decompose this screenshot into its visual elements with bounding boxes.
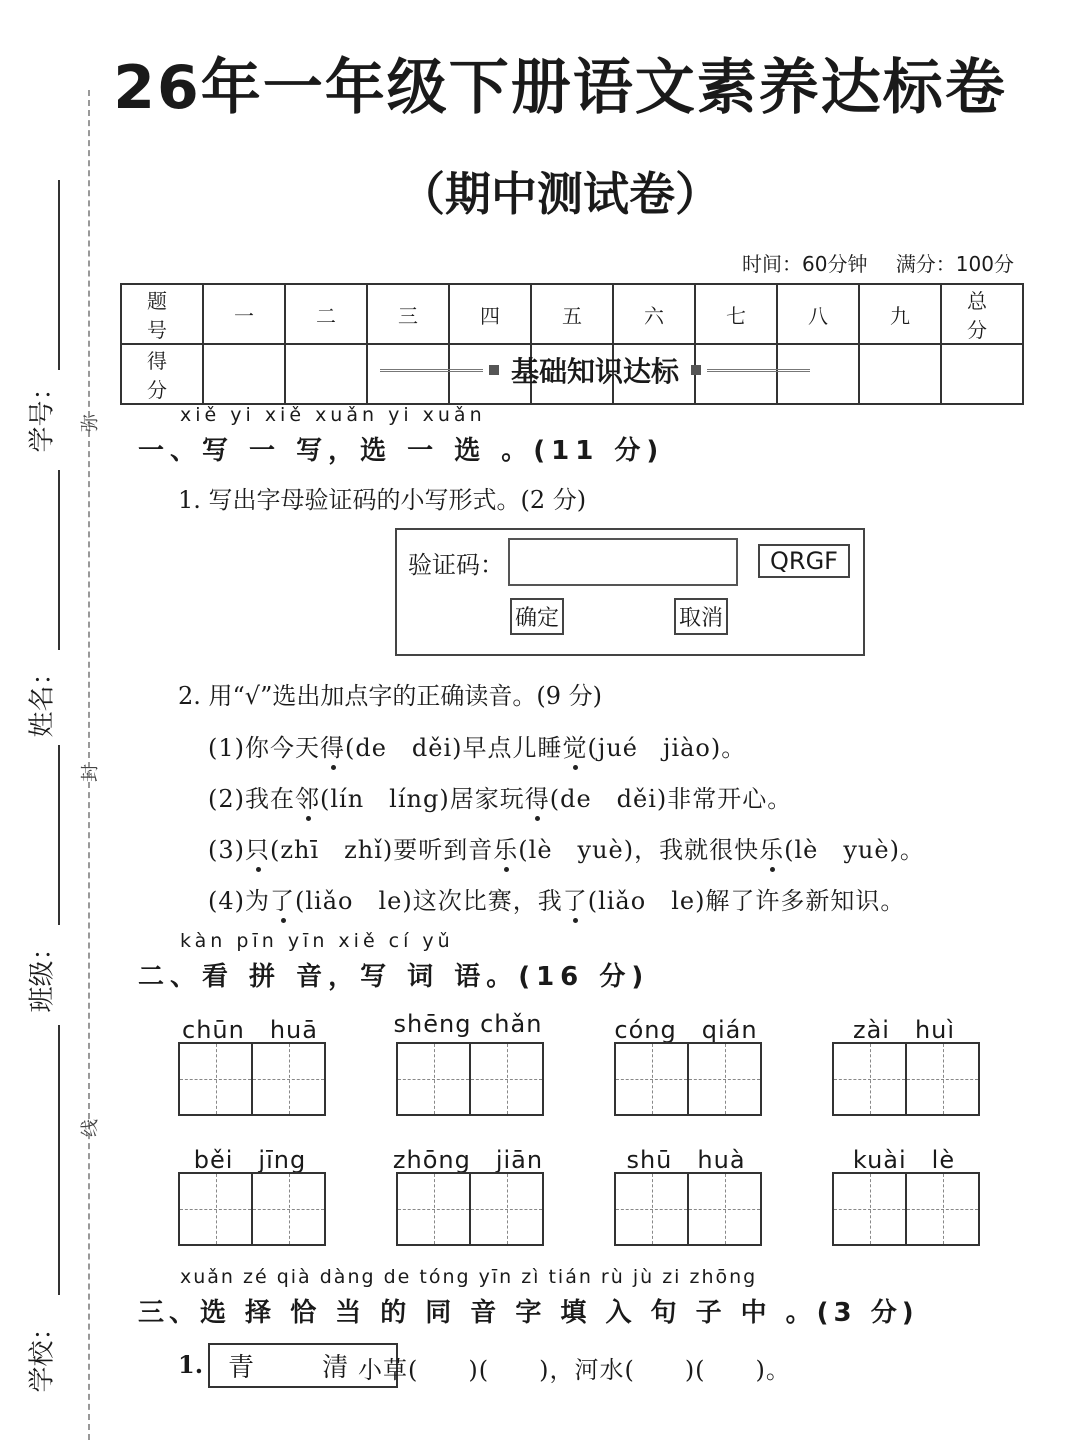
reading-item-3 [208,830,925,865]
school-underline [58,1025,60,1295]
section1-heading: 一、写 一 写，选 一 选 。(11 分) [138,436,665,466]
word-pinyin-7: shū huà [626,1146,746,1174]
item-options[interactable]: (de děi)非常开心。 [549,785,793,813]
banner-divider-left [380,369,483,372]
question-1-1: 1. 写出字母验证码的小写形式。(2 分) [178,486,587,514]
full-score: 满分：100分 [895,252,1014,276]
dotted-char: 觉 [562,734,588,762]
writing-grid[interactable] [178,1172,326,1246]
score-col-5: 五 [531,284,613,344]
homophone-choices: 青 清 [208,1343,398,1388]
exam-meta [720,248,1014,277]
section2-pinyin: kàn pīn yīn xiě cí yǔ [180,930,454,952]
score-row-label: 得 分 [121,344,203,404]
score-col-8: 八 [777,284,859,344]
word-pinyin-6: zhōng jiān [392,1146,544,1174]
seal-mark-mi: 弥 [80,414,101,432]
question-1-2: 2. 用“√”选出加点字的正确读音。(9 分) [178,682,602,710]
section2-heading: 二、看 拼 音，写 词 语。(16 分) [138,962,650,992]
score-cell[interactable] [859,344,941,404]
reading-item-2 [208,779,792,814]
seal-mark-feng: 封 [80,764,101,782]
item-options[interactable]: (liǎo le)解了许多新知识。 [587,887,906,915]
item-options[interactable]: (lín líng)居家玩 [320,785,525,813]
confirm-button[interactable]: 确定 [510,598,564,635]
word-pinyin-4: zài huì [852,1016,956,1044]
writing-grid[interactable] [178,1042,326,1116]
score-col-label: 题 号 [121,284,203,344]
writing-grid[interactable] [614,1042,762,1116]
writing-grid[interactable] [396,1042,544,1116]
banner-divider-right [707,369,810,372]
word-pinyin-3: cóng qián [614,1016,758,1044]
item-options[interactable]: (lè yuè)，我就很快 [518,836,760,864]
score-col-6: 六 [613,284,695,344]
dotted-char: 得 [320,734,345,762]
student-id-label: 学号： [27,374,58,453]
dotted-char: 乐 [759,836,785,864]
item-options[interactable]: (lè yuè)。 [784,836,925,864]
dotted-char: 邻 [295,785,320,813]
score-cell[interactable] [941,344,1023,404]
section-banner [380,350,810,390]
writing-grid[interactable] [832,1172,980,1246]
item-options[interactable]: (liǎo le)这次比赛，我 [295,887,563,915]
cancel-button[interactable]: 取消 [674,598,728,635]
word-pinyin-2: shēng chǎn [393,1010,543,1038]
question-3-1-number: 1. [178,1350,204,1379]
dotted-char: 乐 [493,836,519,864]
dotted-char: 了 [270,887,295,915]
question-3-1-text[interactable]: 小草( )( )，河水( )( )。 [358,1356,791,1384]
banner-square-icon [489,365,499,375]
seal-mark-xian: 线 [80,1119,101,1137]
score-cell[interactable] [285,344,367,404]
item-text: (1)你今天 [208,734,320,762]
item-text: (2)我在 [208,785,295,813]
banner-title: 基础知识达标 [511,355,680,388]
word-pinyin-8: kuài lè [852,1146,956,1174]
word-pinyin-1: chūn huā [182,1016,318,1044]
page-title: 26年一年级下册语文素养达标卷 [113,53,1007,123]
name-label: 姓名： [27,659,58,738]
score-cell[interactable] [203,344,285,404]
writing-grid[interactable] [614,1172,762,1246]
section1-pinyin: xiě yi xiě xuǎn yi xuǎn [180,404,486,426]
item-options[interactable]: (jué jiào)。 [587,734,747,762]
item-options[interactable]: (zhī zhǐ)要听到音 [270,836,494,864]
captcha-code: QRGF [758,544,850,578]
section3-heading: 三、选 择 恰 当 的 同 音 字 填 入 句 子 中 。(3 分) [138,1298,919,1328]
class-underline [58,745,60,925]
score-col-total: 总 分 [941,284,1023,344]
score-col-2: 二 [285,284,367,344]
captcha-input[interactable] [508,538,738,586]
item-text: (4)为 [208,887,270,915]
score-col-9: 九 [859,284,941,344]
reading-item-4 [208,881,905,916]
school-label: 学校： [27,1314,58,1393]
dotted-char: 得 [524,785,550,813]
score-col-3: 三 [367,284,449,344]
score-col-7: 七 [695,284,777,344]
reading-item-1 [208,728,746,763]
score-table-header-row [121,284,1023,344]
score-col-1: 一 [203,284,285,344]
time-limit: 时间：60分钟 [742,252,868,276]
section3-pinyin: xuǎn zé qià dàng de tóng yīn zì tián rù jù zi zhōng [180,1266,758,1288]
page-subtitle: （期中测试卷） [399,167,721,221]
item-options[interactable]: (de děi)早点儿睡 [345,734,563,762]
dotted-char: 只 [245,836,270,864]
score-col-4: 四 [449,284,531,344]
class-label: 班级： [27,934,58,1013]
captcha-label: 验证码： [408,551,504,579]
item-text: (3) [208,836,245,864]
writing-grid[interactable] [396,1172,544,1246]
word-pinyin-5: běi jīng [193,1146,307,1174]
writing-grid[interactable] [832,1042,980,1116]
banner-square-icon [691,365,701,375]
dotted-char: 了 [562,887,588,915]
name-underline [58,470,60,650]
